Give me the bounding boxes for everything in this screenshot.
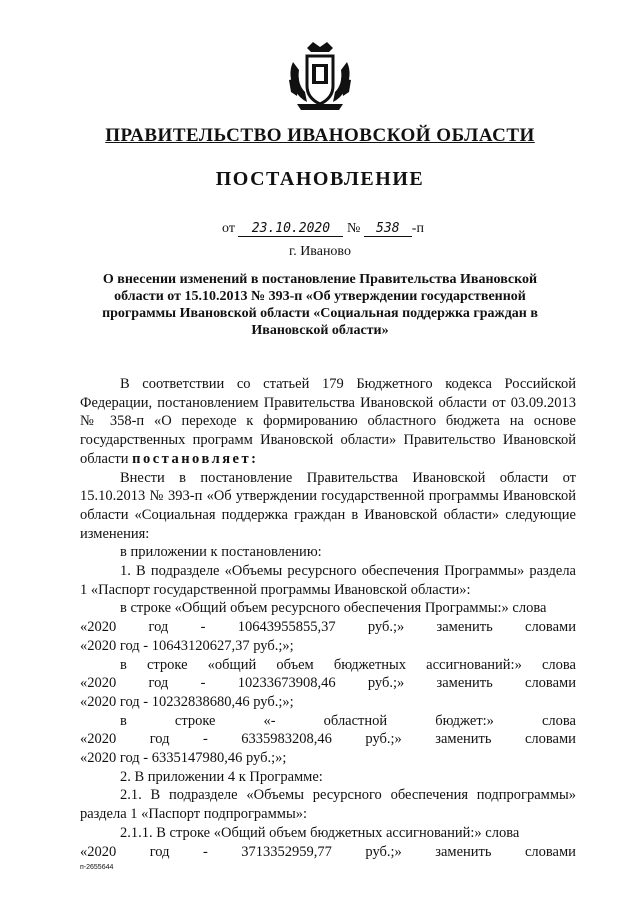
resolution-keyword: постановляет: [132,450,259,467]
paragraph: 1. В подразделе «Объемы ресурсного обеспечения Программы» раздела 1 «Паспорт государственной программы Ивановской области»: [80,563,576,598]
paragraph: «2020 год - 10232838680,46 руб.;»; [80,693,294,710]
coat-of-arms-emblem [285,40,355,115]
paragraph: 2. В приложении 4 к Программе: [120,768,323,785]
paragraph: 2.1. В подразделе «Объемы ресурсного обеспечения подпрограммы» раздела 1 «Паспорт подпрограммы»: [80,787,576,823]
spread-line: в строке «- областной бюджет:» слова [120,712,576,729]
paragraph: В соответствии со статьей 179 Бюджетного кодекса Российской Федерации, постановлением Правительства Ивановской области от 03.09.2013 № 358-п «О переходе к формированию областного бюджета на основе государственных программ Ивановской области» Правительство Ивановской области постановляет: [80,376,576,467]
spread-line: «2020 год - 3713352959,77 руб.;» заменить словами [80,843,576,860]
document-code: п-2655644 [80,864,114,871]
date-number-line [222,221,424,237]
spread-line: «2020 год - 10643955855,37 руб.;» заменить словами [80,619,576,636]
spread-line: в строке «общий объем бюджетных ассигнований:» слова [120,656,576,673]
paragraph: «2020 год - 6335147980,46 руб.;»; [80,750,287,767]
spread-line: «2020 год - 6335983208,46 руб.;» заменить словами [80,731,576,748]
document-number: 538 [364,221,412,237]
spread-line: «2020 год - 10233673908,46 руб.;» заменить словами [80,675,576,692]
document-subject: О внесении изменений в постановление Правительства Ивановской области от 15.10.2013 № 393-п «Об утверждении государственной программы Ивановской области «Социальная поддержка граждан в Ивановской области» [102,272,538,338]
date-prefix: от [222,221,235,236]
paragraph: в приложении к постановлению: [120,544,322,561]
number-suffix: -п [411,221,424,236]
paragraph: 2.1.1. В строке «Общий объем бюджетных ассигнований:» слова [120,824,520,841]
government-title: ПРАВИТЕЛЬСТВО ИВАНОВСКОЙ ОБЛАСТИ [105,125,535,146]
document-body [80,375,576,861]
paragraph: Внести в постановление Правительства Ивановской области от 15.10.2013 № 393-п «Об утверждении государственной программы Ивановской области «Социальная поддержка граждан в Ивановской области» следующие изменения: [80,469,576,542]
document-type: ПОСТАНОВЛЕНИЕ [215,168,425,190]
document-date: 23.10.2020 [238,221,343,237]
paragraph: «2020 год - 10643120627,37 руб.;»; [80,637,294,654]
paragraph: в строке «Общий объем ресурсного обеспечения Программы:» слова [120,600,547,617]
city: г. Иваново [289,244,351,259]
number-sign: № [346,221,361,236]
